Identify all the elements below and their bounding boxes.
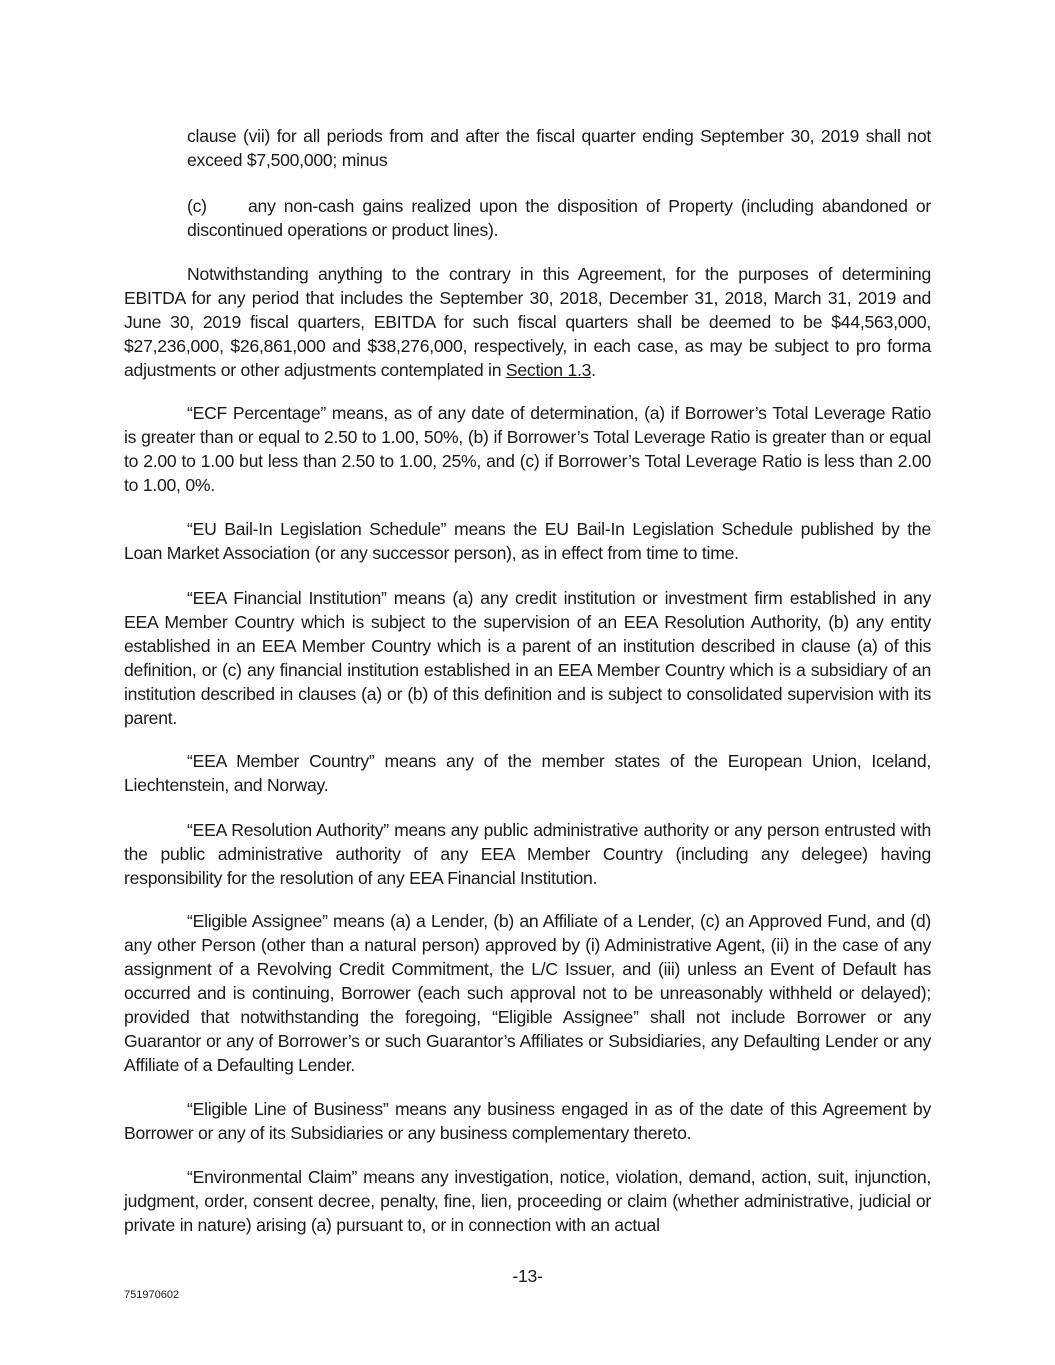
definition-eea-member-country: “EEA Member Country” means any of the member states of the European Union, Iceland, Liechtenstein, and Norway. xyxy=(124,751,931,795)
clause-c-label: (c) xyxy=(187,196,207,216)
definition-ecf-percentage: “ECF Percentage” means, as of any date of determination, (a) if Borrower’s Total Leverage Ratio is greater than or equal to 2.50 to 1.00, 50%, (b) if Borrower’s Total Leverage Ratio is greater than or equal to 2.00 to 1.00 but less than 2.50 to 1.00, 25%, and (c) if Borrower’s Total Leverage Ratio is less than 2.00 to 1.00, 0%. xyxy=(124,403,931,495)
ebitda-paragraph-text: Notwithstanding anything to the contrary in this Agreement, for the purposes of determining EBITDA for any period that includes the September 30, 2018, December 31, 2018, March 31, 2019 and June 30, 2019 fiscal quarters, EBITDA for such fiscal quarters shall be deemed to be $44,563,000, $27,236,000, $26,861,000 and $38,276,000, respectively, in each case, as may be subject to pro forma adjustments or other adjustments contemplated in xyxy=(124,264,931,380)
clause-vii-continuation: clause (vii) for all periods from and after the fiscal quarter ending September 30, 2019 shall not exceed $7,500,000; minus xyxy=(187,126,931,170)
document-id: 751970602 xyxy=(124,1289,180,1301)
definition-environmental-claim: “Environmental Claim” means any investigation, notice, violation, demand, action, suit, injunction, judgment, order, consent decree, penalty, fine, lien, proceeding or claim (whether administrative, judicial or private in nature) arising (a) pursuant to, or in connection with an actual xyxy=(124,1167,931,1235)
ebitda-paragraph-end: . xyxy=(591,360,596,380)
definition-eu-bail-in-schedule: “EU Bail-In Legislation Schedule” means the EU Bail-In Legislation Schedule published by the Loan Market Association (or any successor person), as in effect from time to time. xyxy=(124,519,931,563)
clause-c-paragraph xyxy=(187,194,931,242)
ebitda-notwithstanding-paragraph xyxy=(124,262,931,382)
definition-eligible-line-of-business: “Eligible Line of Business” means any business engaged in as of the date of this Agreement by Borrower or any of its Subsidiaries or any business complementary thereto. xyxy=(124,1099,931,1143)
page-number: -13- xyxy=(512,1266,543,1286)
definition-eligible-assignee: “Eligible Assignee” means (a) a Lender, (b) an Affiliate of a Lender, (c) an Approved Fund, and (d) any other Person (other than a natural person) approved by (i) Administrative Agent, (ii) in the case of any assignment of a Revolving Credit Commitment, the L/C Issuer, and (iii) unless an Event of Default has occurred and is continuing, Borrower (each such approval not to be unreasonably withheld or delayed); provided that notwithstanding the foregoing, “Eligible Assignee” shall not include Borrower or any Guarantor or any of Borrower’s or such Guarantor’s Affiliates or Subsidiaries, any Defaulting Lender or any Affiliate of a Defaulting Lender. xyxy=(124,911,931,1075)
clause-c-text: any non-cash gains realized upon the disposition of Property (including abandoned or discontinued operations or product lines). xyxy=(187,196,931,240)
definition-eea-resolution-authority: “EEA Resolution Authority” means any public administrative authority or any person entrusted with the public administrative authority of any EEA Member Country (including any delegee) having responsibility for the resolution of any EEA Financial Institution. xyxy=(124,820,931,888)
definition-eea-financial-institution: “EEA Financial Institution” means (a) any credit institution or investment firm established in any EEA Member Country which is subject to the supervision of an EEA Resolution Authority, (b) any entity established in an EEA Member Country which is a parent of an institution described in clause (a) of this definition, or (c) any financial institution established in an EEA Member Country which is a subsidiary of an institution described in clauses (a) or (b) of this definition and is subject to consolidated supervision with its parent. xyxy=(124,588,931,728)
section-reference-link: Section 1.3 xyxy=(505,360,592,380)
